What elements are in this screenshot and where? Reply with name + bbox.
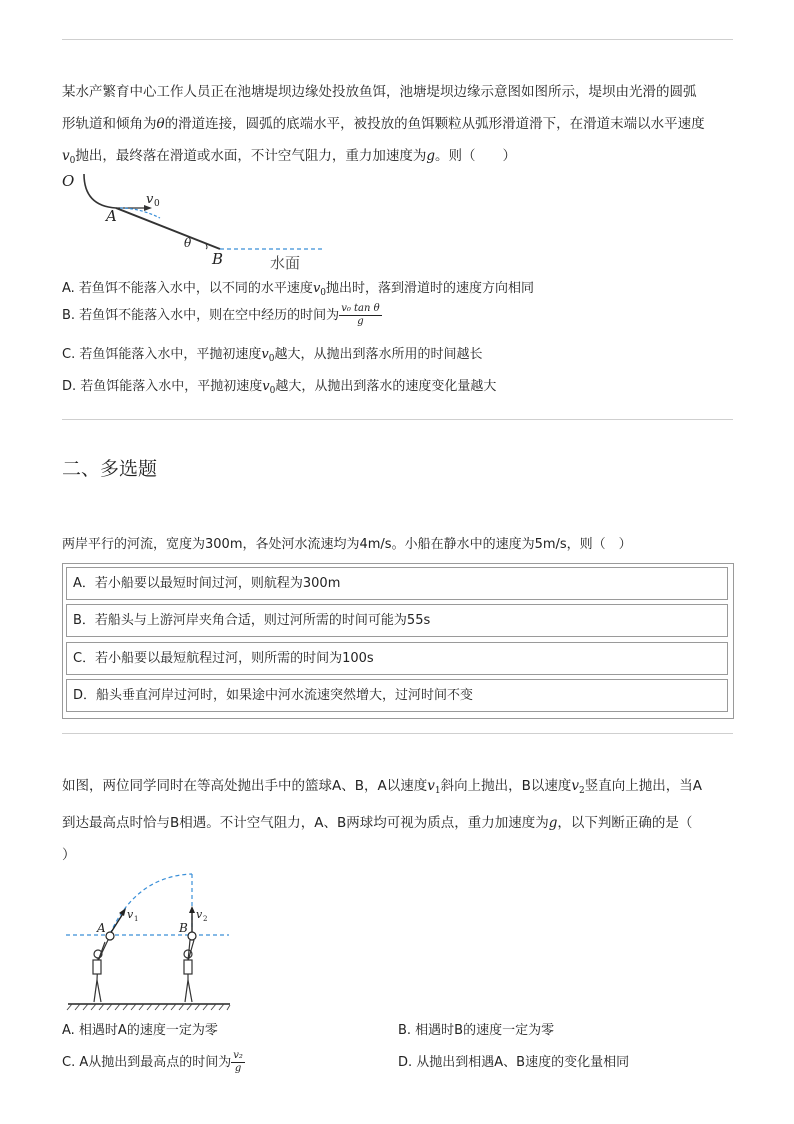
divider-1 xyxy=(62,419,733,420)
q1-option-b[interactable]: B. 若鱼饵不能落入水中，则在空中经历的时间为 $\frac{\text{v₀ tan θ}}{g}$ xyxy=(62,303,380,327)
q3-stem: 如图，两位同学同时在等高处抛出手中的篮球A、B，A以速度$v_1$斜向上抛出，B以速度$v_2$竖直向上抛出，当A 到达最高点时恰与B相遇。不计空气阻力，A、B两球均可视为质点，重力加速度为g，以下判断正确的是（ ） xyxy=(62,778,702,863)
q3-label-A: A xyxy=(97,921,106,935)
q3-v2-arrowhead xyxy=(189,906,195,913)
top-divider xyxy=(62,39,733,40)
q3-option-b[interactable]: B. 相遇时B的速度一定为零 xyxy=(398,1023,555,1038)
q3-person-b xyxy=(184,940,194,1002)
q3-ground-hatching xyxy=(67,1004,230,1010)
q1-option-d[interactable]: D. 若鱼饵能落入水中，平抛初速度$v_0$越大，从抛出到落水的速度变化量越大 xyxy=(62,379,497,396)
q1-stem-line1: 某水产繁育中心工作人员正在池塘堤坝边缘处投放鱼饵，池塘堤坝边缘示意图如图所示，堤坝由光滑的圆弧 xyxy=(62,84,697,100)
q2-stem: 两岸平行的河流，宽度为300m，各处河水流速均为4m/s。小船在静水中的速度为5m/s，则（ ） xyxy=(62,537,632,552)
q3-label-v1: v xyxy=(127,908,134,921)
q2-options-table xyxy=(62,563,734,719)
q1-label-O: O xyxy=(62,172,75,190)
section-title: 二、多选题 xyxy=(62,458,158,480)
q1-theta-arc xyxy=(206,244,207,249)
q3-label-v2: v xyxy=(196,908,203,921)
q1-option-a[interactable]: A. 若鱼饵不能落入水中，以不同的水平速度$v_0$抛出时，落到滑道时的速度方向相同 xyxy=(62,281,535,298)
q1-label-water: 水面 xyxy=(270,254,301,272)
q3-ball-b xyxy=(188,932,196,940)
q3-ball-a xyxy=(106,932,114,940)
q1-slide-line xyxy=(116,208,220,249)
q1-label-v0: v xyxy=(146,192,154,207)
q3-option-a[interactable]: A. 相遇时A的速度一定为零 xyxy=(62,1023,218,1038)
q1-option-b-fraction: $\frac{\text{v₀ tan θ}}{g}$ xyxy=(341,303,380,327)
q1-arc-track xyxy=(84,174,116,208)
q1-label-theta: θ xyxy=(184,236,192,250)
q1-label-A: A xyxy=(106,207,117,225)
q3-option-d[interactable]: D. 从抛出到相遇A、B速度的变化量相同 xyxy=(398,1055,630,1070)
q1-label-B: B xyxy=(212,250,224,268)
q3-option-c[interactable]: C. A从抛出到最高点的时间为 $\frac{\text{v₂}}{g}$ xyxy=(62,1050,243,1074)
q1-label-v0-sub: 0 xyxy=(154,199,160,209)
q3-label-v2-sub: 2 xyxy=(203,915,208,923)
q3-option-c-fraction: $\frac{\text{v₂}}{g}$ xyxy=(233,1050,243,1074)
q3-basketball-diagram xyxy=(64,868,234,1016)
q3-person-a xyxy=(93,940,108,1002)
q3-label-B: B xyxy=(179,921,188,935)
q1-option-c[interactable]: C. 若鱼饵能落入水中，平抛初速度$v_0$越大，从抛出到落水所用的时间越长 xyxy=(62,347,483,364)
q1-slide-diagram xyxy=(60,168,330,276)
q3-label-v1-sub: 1 xyxy=(134,915,139,923)
q1-stem: 某水产繁育中心工作人员正在池塘堤坝边缘处投放鱼饵，池塘堤坝边缘示意图如图所示，堤坝由光滑的圆弧 形轨道和倾角为θ的滑道连接，圆弧的底端水平，被投放的鱼饵颗粒从弧形滑道滑下，在滑道末端以水平速度 $v_0$抛出，最终落在滑道或水面，不计空气阻力，重力加速度为g。则（ ） xyxy=(62,84,705,166)
q2-option-c[interactable]: C．若小船要以最短航程过河，则所需的时间为100s xyxy=(66,642,728,675)
q2-option-d[interactable]: D．船头垂直河岸过河时，如果途中河水流速突然增大，过河时间不变 xyxy=(66,679,728,712)
q2-option-a[interactable]: A．若小船要以最短时间过河，则航程为300m xyxy=(66,567,728,600)
q2-option-b[interactable]: B．若船头与上游河岸夹角合适，则过河所需的时间可能为55s xyxy=(66,604,728,637)
divider-2 xyxy=(62,733,733,734)
q3-v1-arrow xyxy=(110,912,124,934)
